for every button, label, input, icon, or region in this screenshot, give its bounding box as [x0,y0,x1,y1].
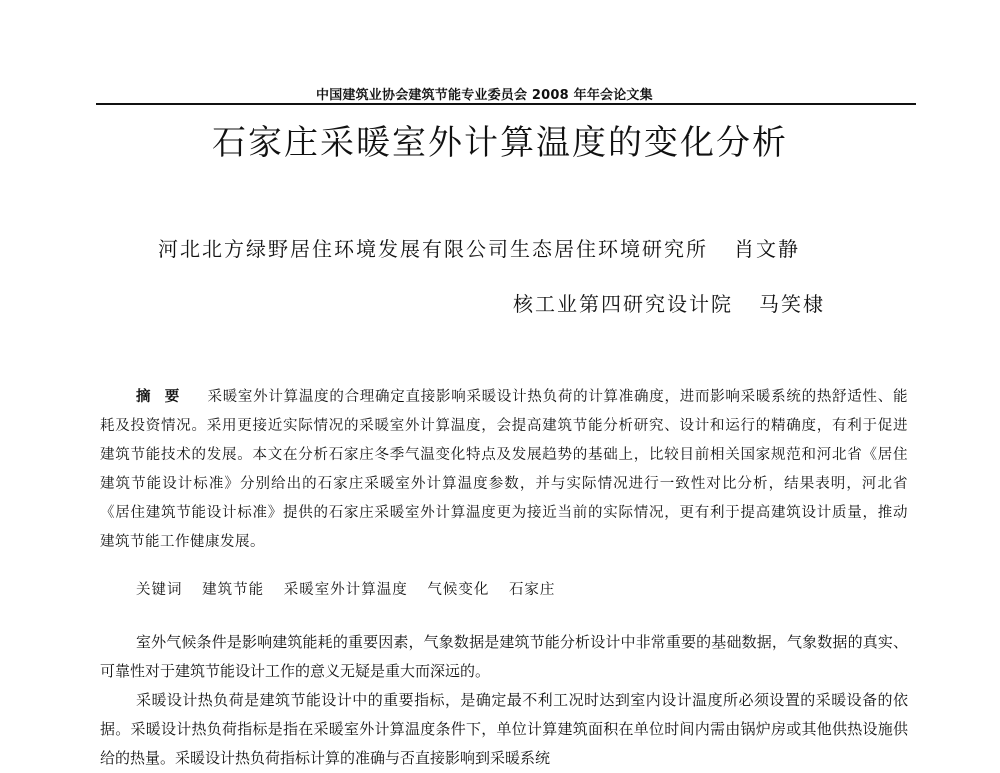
keyword: 采暖室外计算温度 [283,582,408,598]
keyword: 气候变化 [427,582,490,598]
affiliation-1 [158,233,800,262]
header-rule [96,103,916,105]
affiliation-2 [513,288,825,317]
keywords-label: 关键词 [136,582,183,598]
affiliation-org: 河北北方绿野居住环境发展有限公司生态居住环境研究所 [158,237,708,261]
running-header: 中国建筑业协会建筑节能专业委员会 2008 年年会论文集 [316,88,653,103]
keyword: 建筑节能 [202,582,265,598]
abstract-text: 采暖室外计算温度的合理确定直接影响采暖设计热负荷的计算准确度，进而影响采暖系统的热舒适性、能耗及投资情况。采用更接近实际情况的采暖室外计算温度，会提高建筑节能分析研究、设计和运行的精确度，有利于促进建筑节能技术的发展。本文在分析石家庄冬季气温变化特点及发展趋势的基础上，比较目前相关国家规范和河北省《居住建筑节能设计标准》分别给出的石家庄采暖室外计算温度参数，并与实际情况进行一致性对比分析，结果表明，河北省《居住建筑节能设计标准》提供的石家庄采暖室外计算温度更为接近当前的实际情况，更有利于提高建筑设计质量，推动建筑节能工作健康发展。 [100,389,908,550]
paper-title: 石家庄采暖室外计算温度的变化分析 [212,123,788,163]
author-name: 肖文静 [734,237,800,261]
body-paragraph: 室外气候条件是影响建筑能耗的重要因素，气象数据是建筑节能分析设计中非常重要的基础数据，气象数据的真实、可靠性对于建筑节能设计工作的意义无疑是重大而深远的。 [100,633,908,680]
body-text [100,628,908,773]
affiliation-org: 核工业第四研究设计院 [513,292,733,316]
body-paragraph: 采暖设计热负荷是建筑节能设计中的重要指标，是确定最不利工况时达到室内设计温度所必须设置的采暖设备的依据。采暖设计热负荷指标是指在采暖室外计算温度条件下，单位计算建筑面积在单位时间内需由锅炉房或其他供热设施供给的热量。采暖设计热负荷指标计算的准确与否直接影响到采暖系统 [100,691,908,767]
abstract-label: 摘要 [136,388,194,405]
author-name: 马笑棣 [759,292,825,316]
keywords [136,578,555,599]
abstract [100,382,908,557]
keyword: 石家庄 [508,582,556,598]
